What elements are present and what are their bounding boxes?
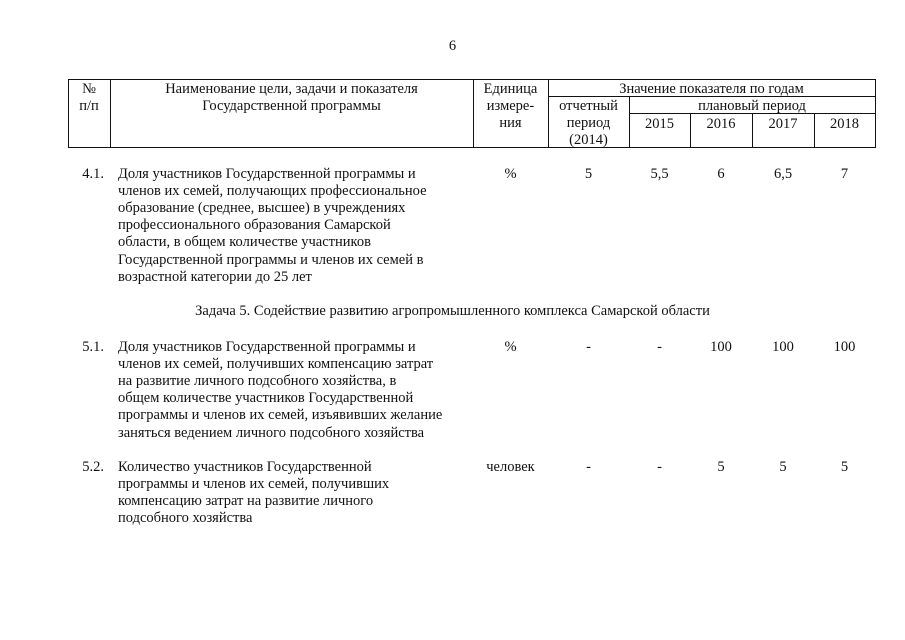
header-year-2018: 2018: [830, 116, 859, 132]
row-indicator-text: Количество участников Государственной программы и членов их семей, получивших компенсацию затрат на развитие личного подсобного хозяйства: [118, 459, 390, 527]
row-unit: %: [504, 339, 517, 355]
header-year-2015: 2015: [645, 116, 674, 132]
row-value-2015: -: [657, 339, 662, 355]
row-reporting-value: 5: [584, 166, 593, 182]
row-number: 5.2.: [82, 459, 104, 475]
header-reporting-period: отчетный период (2014): [559, 98, 618, 149]
header-values-title: Значение показателя по годам: [619, 81, 804, 97]
row-unit: %: [504, 166, 517, 182]
row-indicator-text: Доля участников Государственной программы и членов их семей, получивших компенсацию затрат на развитие личного подсобного хозяйства, в общем количестве участников Государственной программы и членов их семей, изъявивших желание заняться ведением личного подсобного хозяйства: [118, 339, 443, 441]
header-name: Наименование цели, задачи и показателя Государственной программы: [165, 81, 418, 115]
row-value-2017: 100: [772, 339, 794, 355]
row-value-2016: 6: [717, 166, 725, 182]
row-value-2018: 7: [840, 166, 849, 182]
header-year-2016: 2016: [706, 116, 736, 132]
row-reporting-value: -: [586, 459, 591, 475]
row-value-2015: 5,5: [650, 166, 669, 182]
task-heading: Задача 5. Содействие развитию агропромышленного комплекса Самарской области: [195, 303, 710, 319]
row-value-2015: -: [657, 459, 662, 475]
header-year-2017: 2017: [768, 116, 798, 132]
row-value-2016: 5: [717, 459, 725, 475]
row-indicator-text: Доля участников Государственной программы и членов их семей, получающих профессиональное образование (среднее, высшее) в учреждениях профессионального образования Самарской области, в общем количестве участников Государственной программы и членов их семей в возрастной категории до 25 лет: [118, 166, 427, 285]
row-reporting-value: -: [586, 339, 591, 355]
page-number: 6: [448, 38, 457, 54]
header-planned-period: плановый период: [698, 98, 806, 114]
row-unit: человек: [486, 459, 535, 475]
row-value-2017: 5: [779, 459, 787, 475]
row-value-2017: 6,5: [773, 166, 793, 182]
row-number: 4.1.: [82, 166, 104, 182]
header-unit: Единица измере- ния: [483, 81, 538, 132]
row-value-2018: 100: [833, 339, 856, 355]
row-number: 5.1.: [82, 339, 104, 355]
header-num: № п/п: [79, 81, 99, 115]
row-value-2016: 100: [710, 339, 732, 355]
row-value-2018: 5: [840, 459, 849, 475]
